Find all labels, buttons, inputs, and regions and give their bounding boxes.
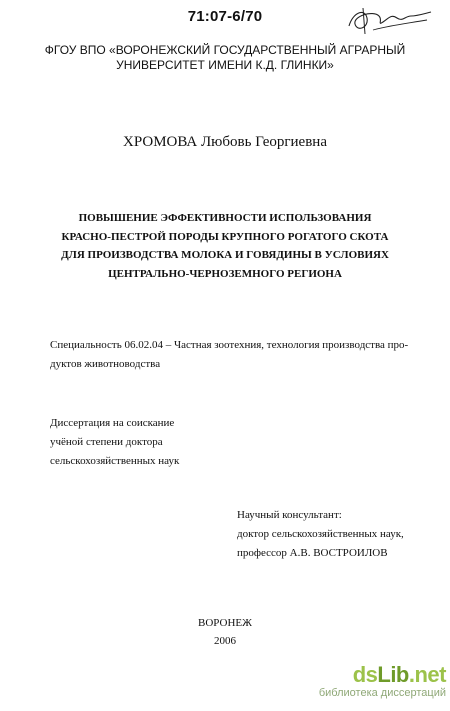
title-line: КРАСНО-ПЕСТРОЙ ПОРОДЫ КРУПНОГО РОГАТОГО СКОТА xyxy=(61,230,389,243)
place-and-year xyxy=(0,614,450,650)
institution-name xyxy=(0,43,450,73)
degree-line: сельскохозяйственных наук xyxy=(50,455,180,467)
specialty xyxy=(50,336,420,374)
title-line: ЦЕНТРАЛЬНО-ЧЕРНОЗЕМНОГО РЕГИОНА xyxy=(108,267,342,280)
title-line: ДЛЯ ПРОИЗВОДСТВА МОЛОКА И ГОВЯДИНЫ В УСЛОВИЯХ xyxy=(61,249,389,261)
catalog-number: 71:07-6/70 xyxy=(187,8,263,25)
dissertation-degree xyxy=(50,414,270,471)
author-name: ХРОМОВА Любовь Георгиевна xyxy=(123,134,327,150)
institution-line: УНИВЕРСИТЕТ ИМЕНИ К.Д. ГЛИНКИ» xyxy=(116,58,334,72)
institution-line: ФГОУ ВПО «ВОРОНЕЖСКИЙ ГОСУДАРСТВЕННЫЙ АГРАРНЫЙ xyxy=(44,43,406,57)
year: 2006 xyxy=(214,635,236,647)
title-line: ПОВЫШЕНИЕ ЭФФЕКТИВНОСТИ ИСПОЛЬЗОВАНИЯ xyxy=(78,212,372,224)
advisor-line: профессор А.В. ВОСТРОИЛОВ xyxy=(237,547,388,559)
watermark xyxy=(318,663,446,700)
degree-line: Диссертация на соискание xyxy=(50,417,175,429)
specialty-line: дуктов животноводства xyxy=(50,358,161,370)
advisor-line: доктор сельскохозяйственных наук, xyxy=(237,528,404,540)
watermark-logo: dsLib.net xyxy=(352,662,446,687)
specialty-line: Специальность 06.02.04 – Частная зоотехния, технология производства про- xyxy=(50,339,409,351)
city: ВОРОНЕЖ xyxy=(198,617,252,629)
degree-line: учёной степени доктора xyxy=(50,436,163,448)
watermark-caption: библиотека диссертаций xyxy=(318,687,446,699)
thesis-title xyxy=(0,209,450,283)
handwritten-signature xyxy=(343,4,435,38)
advisor-line: Научный консультант: xyxy=(237,509,342,521)
scientific-advisor xyxy=(237,506,437,563)
